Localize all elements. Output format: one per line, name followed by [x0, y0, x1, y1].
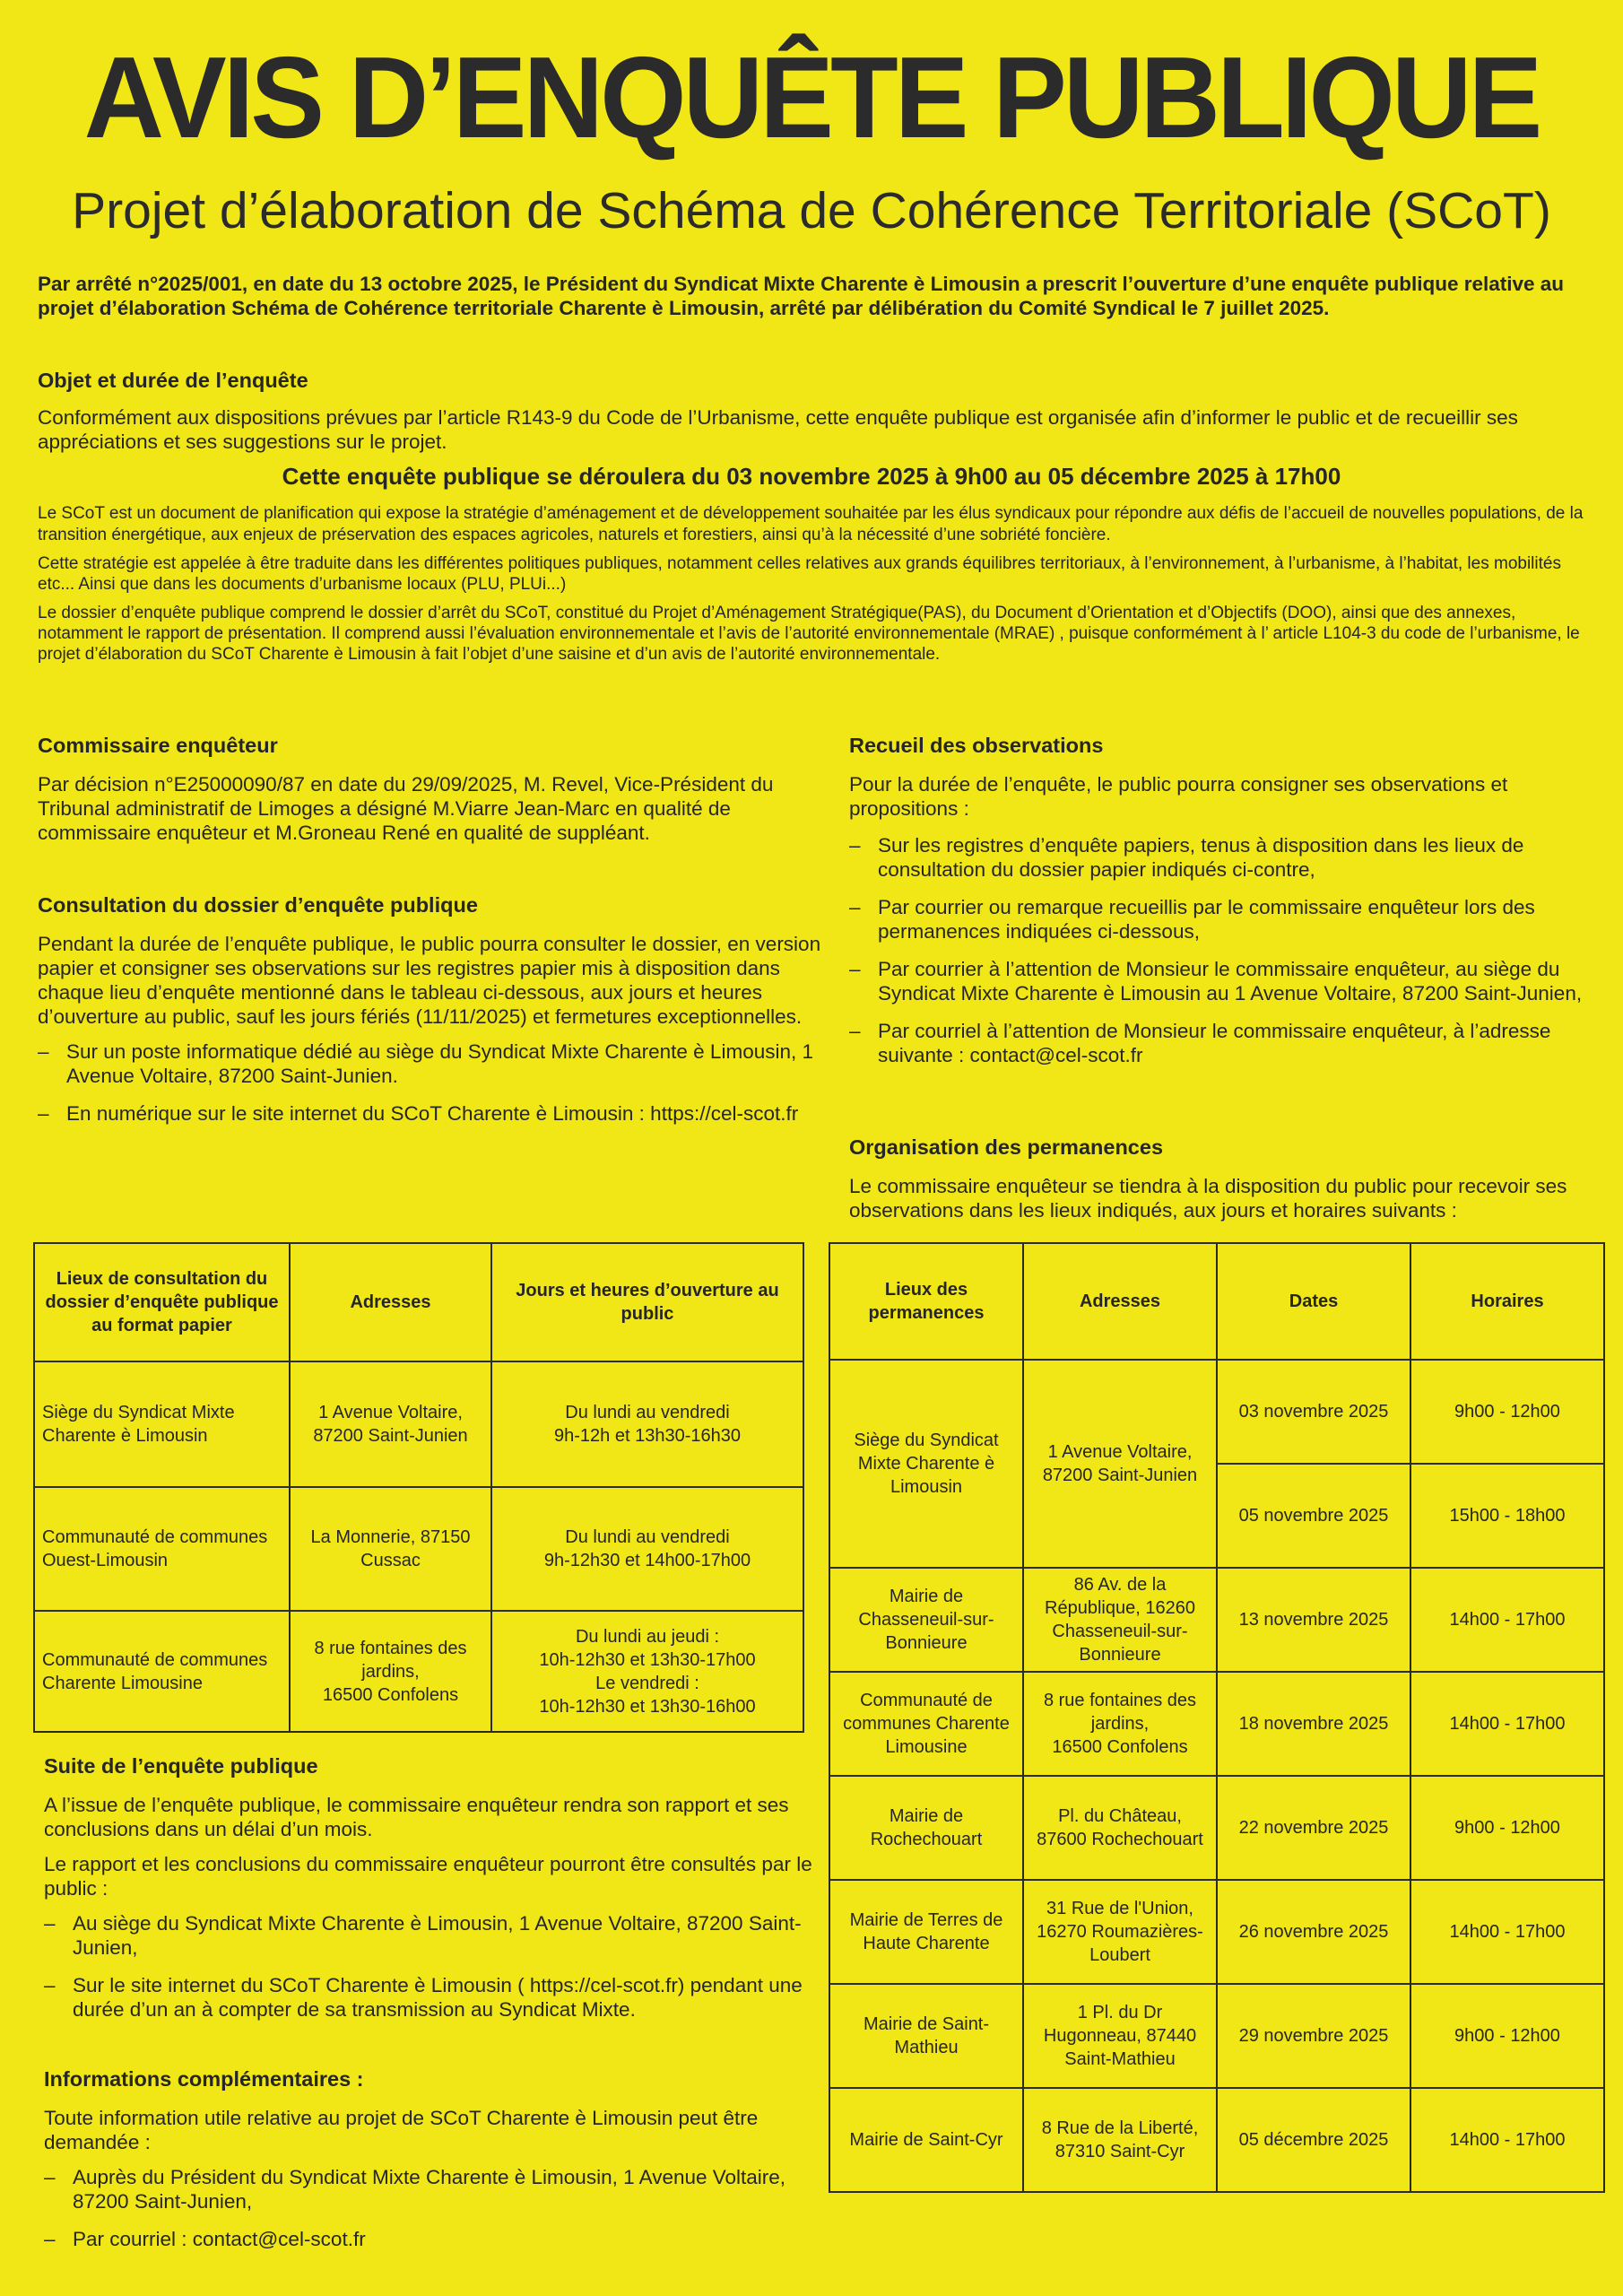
suite-list [44, 1911, 824, 2022]
section-suite [44, 1753, 824, 2035]
table-row [34, 1611, 803, 1732]
permanences-table [829, 1242, 1605, 2193]
table-cell: Mairie de Rochechouart [829, 1776, 1023, 1880]
list-item: – Sur le site internet du SCoT Charente è Limousin ( https://cel-scot.fr) pendant une durée d’un an à compter de sa transmission au Syndicat Mixte. [44, 1973, 824, 2022]
table-cell: 14h00 - 17h00 [1410, 1880, 1604, 1984]
column-header: Dates [1217, 1243, 1410, 1360]
intro-paragraph: Par arrêté n°2025/001, en date du 13 octobre 2025, le Président du Syndicat Mixte Charente è Limousin a prescrit l’ouverture d’une enquête publique relative au projet d’élaboration Schéma de Cohérence territoriale Charente è Limousin, arrêté par délibération du Comité Syndical le 7 juillet 2025. [38, 273, 1565, 320]
column-header: Adresses [1023, 1243, 1217, 1360]
paragraph: Le dossier d’enquête publique comprend le dossier d’arrêt du SCoT, constitué du Projet d’Aménagement Stratégique(PAS), du Document d’Orientation et d’Objectifs (DOO), ainsi que des annexes, notamment le rapport de présentation. Il comprend aussi l’évaluation environnementale et l’avis de l’autorité environnementale (MRAE) , puisque conformément à l’ article L104-3 du code de l’urbanisme, le projet d’élaboration du SCoT Charente è Limousin à fait l’objet d’une saisine et d’un avis de l’autorité environnementale. [38, 604, 1580, 665]
column-header: Adresses [290, 1243, 491, 1361]
section-objet [38, 368, 1585, 674]
section-text: Pour la durée de l’enquête, le public pourra consigner ses observations et propositions : [849, 773, 1508, 821]
column-header: Horaires [1410, 1243, 1604, 1360]
section-consultation [38, 892, 845, 1139]
table-cell: 1 Avenue Voltaire, 87200 Saint-Junien [290, 1361, 491, 1487]
table-cell: Siège du Syndicat Mixte Charente è Limousin [829, 1360, 1023, 1568]
section-infos [44, 2066, 824, 2265]
table-cell: 13 novembre 2025 [1217, 1568, 1410, 1672]
table-row [34, 1361, 803, 1487]
table-cell: 03 novembre 2025 [1217, 1360, 1410, 1464]
paragraph: Le SCoT est un document de planification qui expose la stratégie d’aménagement et de développement souhaitée par les élus syndicaux pour répondre aux défis de l’accueil de nouvelles populations, de la transition énergétique, aux enjeux de préservation des espaces agricoles, naturels et forestiers, ainsi qu’à la nécessité d’une sobriété foncière. [38, 504, 1584, 544]
table-cell: 14h00 - 17h00 [1410, 1568, 1604, 1672]
table-cell: 9h00 - 12h00 [1410, 1360, 1604, 1464]
section-text: Par décision n°E25000090/87 en date du 29/09/2025, M. Revel, Vice-Président du Tribunal administratif de Limoges a désigné M.Viarre Jean-Marc en qualité de commissaire enquêteur et M.Groneau René en qualité de suppléant. [38, 773, 774, 845]
table-row [829, 1360, 1604, 1464]
table-cell: 86 Av. de la République, 16260 Chasseneuil-sur-Bonnieure [1023, 1568, 1217, 1672]
section-text: Pendant la durée de l’enquête publique, le public pourra consulter le dossier, en version papier et consigner ses observations sur les registres papier mis à disposition dans chaque lieu d’enquête mentionné dans le tableau ci-dessous, aux jours et heures d’ouverture au public, sauf les jours fériés (11/11/2025) et fermetures exceptionnelles. [38, 933, 821, 1029]
section-title: Organisation des permanences [849, 1135, 1164, 1159]
column-header: Lieux de consultation du dossier d’enquête publique au format papier [34, 1243, 290, 1361]
table-cell: 14h00 - 17h00 [1410, 2088, 1604, 2192]
enquiry-dates-announcement: Cette enquête publique se déroulera du 03 novembre 2025 à 9h00 au 05 décembre 2025 à 17h00 [282, 463, 1341, 491]
table-cell: Siège du Syndicat Mixte Charente è Limousin [34, 1361, 290, 1487]
table-cell: Communauté de communes Ouest-Limousin [34, 1487, 290, 1611]
list-item: – Par courrier à l’attention de Monsieur le commissaire enquêteur, au siège du Syndicat Mixte Charente è Limousin au 1 Avenue Voltaire, 87200 Saint-Junien, [849, 957, 1620, 1005]
section-title: Consultation du dossier d’enquête publique [38, 893, 478, 917]
section-title: Objet et durée de l’enquête [38, 369, 308, 392]
table-cell: 8 rue fontaines des jardins, 16500 Confolens [1023, 1672, 1217, 1776]
paragraph: A l’issue de l’enquête publique, le commissaire enquêteur rendra son rapport et ses conclusions dans un délai d’un mois. [44, 1794, 789, 1841]
table-cell: La Monnerie, 87150 Cussac [290, 1487, 491, 1611]
list-item: – Auprès du Président du Syndicat Mixte Charente è Limousin, 1 Avenue Voltaire, 87200 Saint-Junien, [44, 2165, 824, 2213]
table-cell: Du lundi au vendredi 9h-12h et 13h30-16h30 [491, 1361, 803, 1487]
list-item: – En numérique sur le site internet du SCoT Charente è Limousin : https://cel-scot.fr [38, 1101, 845, 1126]
table-cell: 05 décembre 2025 [1217, 2088, 1410, 2192]
list-item: – Sur un poste informatique dédié au siège du Syndicat Mixte Charente è Limousin, 1 Avenue Voltaire, 87200 Saint-Junien. [38, 1039, 845, 1088]
table-cell: 31 Rue de l'Union, 16270 Roumazières-Loubert [1023, 1880, 1217, 1984]
list-item: – Par courrier ou remarque recueillis par le commissaire enquêteur lors des permanences indiquées ci-dessous, [849, 895, 1620, 944]
recueil-list [849, 833, 1620, 1067]
table-cell: 26 novembre 2025 [1217, 1880, 1410, 1984]
section-recueil [849, 733, 1620, 1081]
table-header-row [829, 1243, 1604, 1360]
table-cell: Mairie de Terres de Haute Charente [829, 1880, 1023, 1984]
table-cell: 8 Rue de la Liberté, 87310 Saint-Cyr [1023, 2088, 1217, 2192]
table-cell: Mairie de Chasseneuil-sur-Bonnieure [829, 1568, 1023, 1672]
table-cell: 15h00 - 18h00 [1410, 1464, 1604, 1568]
consultation-places-table [33, 1242, 804, 1733]
list-item: – Au siège du Syndicat Mixte Charente è Limousin, 1 Avenue Voltaire, 87200 Saint-Junien, [44, 1911, 824, 1960]
table-row [829, 1880, 1604, 1984]
table-cell: 1 Pl. du Dr Hugonneau, 87440 Saint-Mathieu [1023, 1984, 1217, 2088]
column-header: Lieux des permanences [829, 1243, 1023, 1360]
table-cell: 05 novembre 2025 [1217, 1464, 1410, 1568]
table-header-row [34, 1243, 803, 1361]
table-cell: 22 novembre 2025 [1217, 1776, 1410, 1880]
table-cell: 29 novembre 2025 [1217, 1984, 1410, 2088]
list-item: – Par courriel : contact@cel-scot.fr [44, 2227, 824, 2251]
column-header: Jours et heures d’ouverture au public [491, 1243, 803, 1361]
table-row [829, 1672, 1604, 1776]
table-cell: Mairie de Saint-Mathieu [829, 1984, 1023, 2088]
table-cell: 14h00 - 17h00 [1410, 1672, 1604, 1776]
table-cell: Pl. du Château, 87600 Rochechouart [1023, 1776, 1217, 1880]
list-item: – Par courriel à l’attention de Monsieur le commissaire enquêteur, à l’adresse suivante : contact@cel-scot.fr [849, 1019, 1620, 1067]
consultation-list [38, 1039, 845, 1126]
section-title: Recueil des observations [849, 734, 1104, 757]
page-subtitle: Projet d’élaboration de Schéma de Cohérence Territoriale (SCoT) [72, 182, 1551, 239]
table-cell: 1 Avenue Voltaire, 87200 Saint-Junien [1023, 1360, 1217, 1568]
table-cell: Du lundi au jeudi : 10h-12h30 et 13h30-17h00 Le vendredi : 10h-12h30 et 13h30-16h00 [491, 1611, 803, 1732]
section-text: Le commissaire enquêteur se tiendra à la disposition du public pour recevoir ses observations dans les lieux indiqués, aux jours et horaires suivants : [849, 1175, 1567, 1222]
table-row [829, 1984, 1604, 2088]
paragraph: Cette stratégie est appelée à être traduite dans les différentes politiques publiques, notamment celles relatives aux grands équilibres territoriaux, à l’environnement, à l’urbanisme, à l’habitat, les mobilités etc... Ainsi que dans les documents d’urbanisme locaux (PLU, PLUi...) [38, 553, 1561, 594]
table-row [829, 2088, 1604, 2192]
table-cell: 8 rue fontaines des jardins, 16500 Confolens [290, 1611, 491, 1732]
section-title: Commissaire enquêteur [38, 734, 278, 757]
infos-list [44, 2165, 824, 2251]
list-item: – Sur les registres d’enquête papiers, tenus à disposition dans les lieux de consultation du dossier papier indiqués ci-contre, [849, 833, 1620, 882]
page-title: AVIS D’ENQUÊTE PUBLIQUE [83, 33, 1540, 162]
paragraph: Le rapport et les conclusions du commissaire enquêteur pourront être consultés par le public : [44, 1853, 812, 1900]
table-cell: Communauté de communes Charente Limousine [34, 1611, 290, 1732]
table-row [34, 1487, 803, 1611]
table-cell: 9h00 - 12h00 [1410, 1984, 1604, 2088]
section-commissaire [38, 733, 845, 845]
section-title: Suite de l’enquête publique [44, 1754, 318, 1778]
section-text: Toute information utile relative au projet de SCoT Charente è Limousin peut être demandée : [44, 2107, 759, 2154]
table-cell: Mairie de Saint-Cyr [829, 2088, 1023, 2192]
table-row [829, 1568, 1604, 1672]
section-organisation [849, 1135, 1620, 1222]
table-row [829, 1776, 1604, 1880]
section-title: Informations complémentaires : [44, 2067, 364, 2091]
table-cell: 18 novembre 2025 [1217, 1672, 1410, 1776]
section-text: Conformément aux dispositions prévues par l’article R143-9 du Code de l’Urbanisme, cette enquête publique est organisée afin d’informer le public et de recueillir ses appréciations et ses suggestions sur le projet. [38, 406, 1518, 454]
table-cell: Du lundi au vendredi 9h-12h30 et 14h00-17h00 [491, 1487, 803, 1611]
table-cell: 9h00 - 12h00 [1410, 1776, 1604, 1880]
table-cell: Communauté de communes Charente Limousine [829, 1672, 1023, 1776]
